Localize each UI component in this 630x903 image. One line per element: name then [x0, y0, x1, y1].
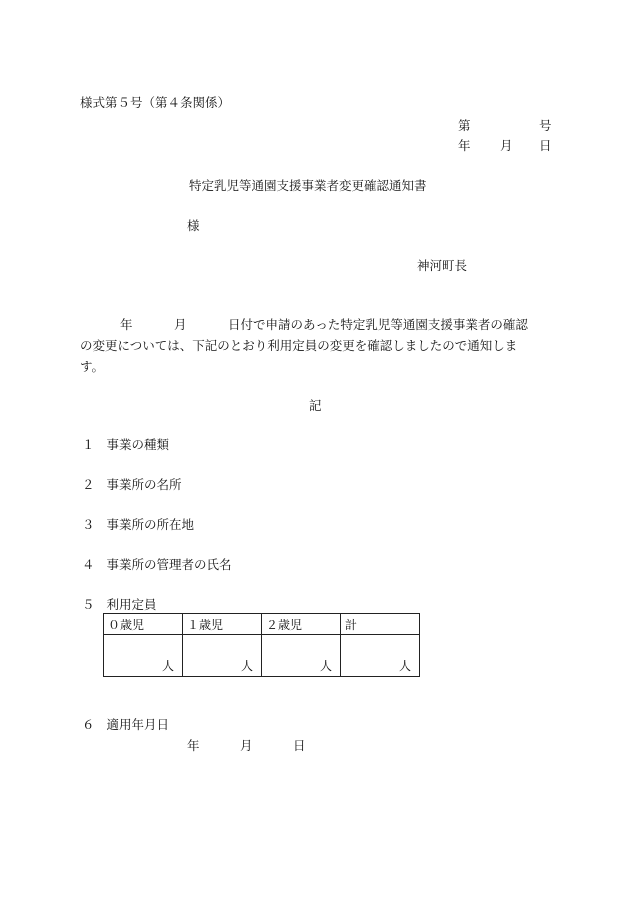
body-text-line2: の変更については、下記のとおり利用定員の変更を確認しましたので通知しま [80, 338, 518, 353]
item-label: 事業所の管理者の氏名 [106, 557, 232, 572]
document-title: 特定乳児等通園支援事業者変更確認通知書 [189, 178, 427, 193]
unit-label: 人 [319, 659, 332, 673]
issuer-name: 神河町長 [417, 258, 468, 273]
header-age-0: ０歳児 [104, 614, 183, 635]
item-number: ６ [82, 717, 95, 732]
ki-heading: 記 [309, 398, 322, 413]
item-number: １ [82, 437, 95, 452]
item-number: ５ [82, 597, 95, 612]
capacity-table-header-row [104, 614, 420, 635]
body-month-label: 月 [174, 317, 187, 332]
unit-label: 人 [161, 659, 174, 673]
item-3 [82, 517, 194, 533]
header-age-2: ２歳児 [262, 614, 341, 635]
item-2 [82, 477, 182, 493]
item-label: 事業の種類 [106, 437, 170, 452]
item-number: ３ [82, 517, 95, 532]
header-age-1: １歳児 [183, 614, 262, 635]
unit-label: 人 [240, 659, 253, 673]
item-6 [82, 717, 169, 733]
capacity-age-0-cell[interactable] [104, 635, 183, 677]
header-total: 計 [341, 614, 420, 635]
capacity-age-2-cell[interactable] [262, 635, 341, 677]
capacity-age-1-cell[interactable] [183, 635, 262, 677]
item-number: ４ [82, 557, 95, 572]
item-4 [82, 557, 232, 573]
capacity-table [103, 613, 420, 677]
item-5 [82, 597, 157, 613]
applicable-day-label: 日 [293, 738, 306, 753]
body-text-line3: す。 [80, 359, 105, 374]
applicable-year-label: 年 [187, 738, 200, 753]
date-day-label: 日 [539, 138, 552, 153]
applicable-month-label: 月 [240, 738, 253, 753]
item-label: 適用年月日 [106, 717, 170, 732]
addressee-suffix: 様 [187, 218, 200, 233]
item-1 [82, 437, 169, 453]
item-label: 利用定員 [106, 597, 157, 612]
capacity-total-cell[interactable] [341, 635, 420, 677]
date-month-label: 月 [500, 138, 513, 153]
unit-label: 人 [398, 659, 411, 673]
body-year-label: 年 [120, 317, 133, 332]
item-label: 事業所の所在地 [106, 517, 195, 532]
item-number: ２ [82, 477, 95, 492]
capacity-table-value-row [104, 635, 420, 677]
form-label: 様式第５号（第４条関係） [80, 95, 231, 110]
document-number-prefix: 第 [458, 118, 471, 133]
body-text-line1: 日付で申請のあった特定乳児等通園支援事業者の確認 [228, 317, 528, 332]
date-year-label: 年 [458, 138, 471, 153]
item-label: 事業所の名所 [106, 477, 182, 492]
document-number-suffix: 号 [539, 118, 552, 133]
